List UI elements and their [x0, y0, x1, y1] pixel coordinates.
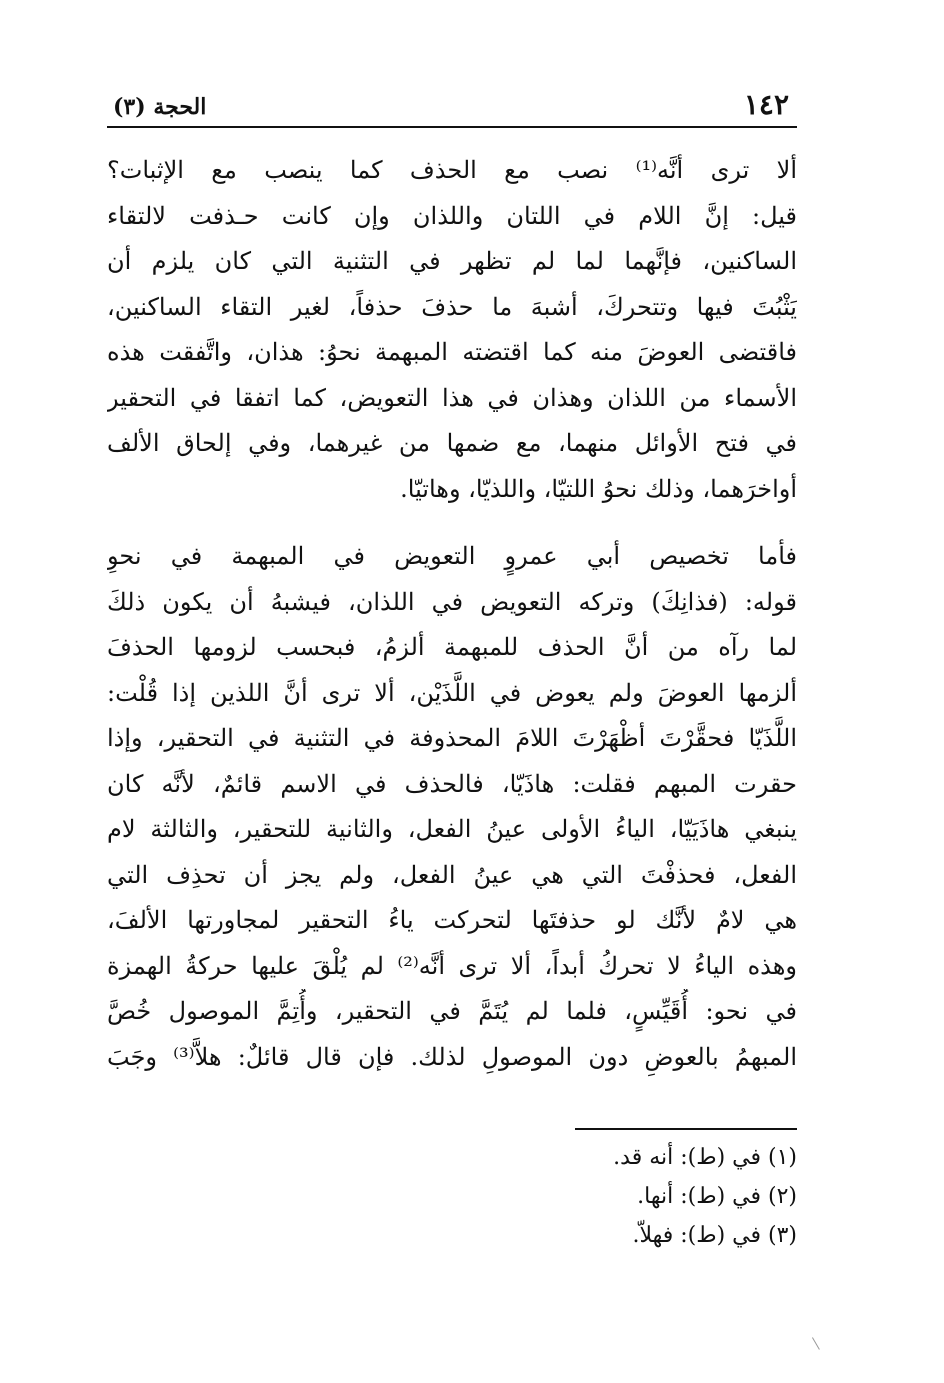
- footnote-3: (٣) في (ط): فهلاّ.: [632, 1223, 797, 1248]
- text-line: يَثْبُتَ فيها وتتحركَ، أشبهَ ما حذفَ حذفاً، لغير التقاء الساكنين،: [107, 292, 797, 321]
- footnote-2: (٢) في (ط): أنها.: [637, 1184, 797, 1209]
- paragraph-1: [107, 148, 797, 512]
- text-line: ينبغي هاذَيَيّا، الياءُ الأولى عينُ الفعل، والثانية للتحقير، والثالثة لام: [107, 815, 797, 843]
- running-title: الحجة (٣): [113, 94, 207, 120]
- text-line: وهذه الياءُ لا تحركُ أبداً، ألا ترى أنَّه⁽²⁾ لم يُلْقَ عليها حركةُ الهمزة: [107, 951, 797, 980]
- footnote-1: (١) في (ط): أنه قد.: [613, 1145, 797, 1170]
- page-number: ١٤٢: [743, 88, 789, 121]
- main-text: [107, 148, 797, 1080]
- text-line: اللَّذَيّا فحقَّرْتَ أظْهَرْتَ اللامَ المحذوفة في التثنية في التحقير، وإذا: [107, 724, 797, 752]
- text-line: فأما تخصيص أبي عمروٍ التعويض في المبهمة في نحوِ: [107, 542, 797, 570]
- text-line: ألا ترى أنَّه⁽¹⁾ نصب مع الحذف كما ينصب مع الإثبات؟: [107, 156, 797, 184]
- text-line: هي لامٌ لأنَّك لو حذفتَها لتحركت ياءُ التحقير لمجاورتها الألفَ،: [107, 906, 797, 934]
- text-line: فاقتضى العوضَ منه كما اقتضته المبهمة نحوُ: هذان، واتَّفقت هذه: [107, 338, 797, 366]
- text-line: قوله: (فذانِكَ) وتركه التعويض في اللذان، فيشبهُ أن يكون ذلكَ: [107, 587, 797, 616]
- text-line: أواخرَهما، وذلك نحوُ اللتيّا، واللذيّا، وهاتيّا.: [400, 474, 797, 503]
- text-line: في فتح الأوائل منهما، مع ضمها من غيرهما، وفي إلحاق الألف: [107, 429, 797, 457]
- text-line: المبهمُ بالعوضِ دون الموصولِ لذلك. فإن قال قائلٌ: هلاَّ⁽³⁾ وجَبَ: [107, 1042, 797, 1071]
- text-line: الفعل، فحذفْتَ التي هي عينُ الفعل، ولم يجز أن تحذِف التي: [107, 860, 797, 889]
- text-line: الأسماء من اللذان وهذان في هذا التعويض، كما اتفقا في التحقير: [107, 383, 797, 412]
- text-line: في نحو: أُقَيِّسٍ، فلما لم يُتَمَّ في التحقير، وأُتِمَّ الموصول خُصَّ: [107, 997, 797, 1025]
- text-line: حقرت المبهم فقلت: هاذَيّا، فالحذف في الاسم قائمٌ، لأنَّه كان: [107, 769, 797, 798]
- footnote-rule: [575, 1128, 797, 1130]
- footnotes: [107, 1138, 797, 1255]
- text-line: ألزمها العوضَ ولم يعوض في اللَّذَيْن، ألا ترى أنَّ اللذين إذا قُلْت:: [107, 678, 797, 707]
- margin-mark: [812, 1334, 825, 1350]
- header-rule: [107, 126, 797, 128]
- text-line: لما رآه من أنَّ الحذف للمبهمة ألزمُ، فبحسب لزومها الحذفَ: [107, 633, 797, 661]
- paragraph-2: [107, 534, 797, 1080]
- text-line: قيل: إنَّ اللام في اللتان واللذان وإن كانت حـذفت لالتقاء: [107, 201, 797, 230]
- page-header: [107, 88, 797, 126]
- text-line: الساكنين، فإنَّهما لما لم تظهر في التثنية التي كان يلزم أن: [107, 247, 797, 275]
